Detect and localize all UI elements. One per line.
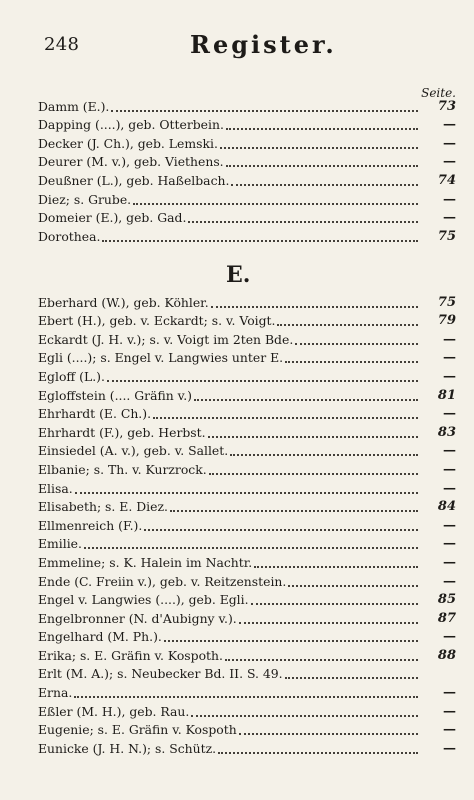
index-entry — [38, 609, 456, 628]
entry-name: Ende (C. Freiin v.), geb. v. Reitzenstein. — [38, 573, 287, 589]
index-entry — [38, 97, 456, 116]
index-entry — [38, 134, 456, 153]
index-entry — [38, 591, 456, 610]
entry-name: Ellmenreich (F.). — [38, 517, 143, 533]
entry-page-number: 85 — [437, 592, 456, 608]
section-heading-e: E. — [226, 262, 251, 288]
entries-list-d — [38, 97, 456, 246]
dot-leader — [211, 302, 418, 308]
entry-name: Damm (E.). — [38, 98, 110, 114]
entry-page-number: 83 — [437, 424, 456, 440]
dot-leader — [220, 143, 418, 149]
index-entry — [38, 405, 456, 424]
dot-leader — [153, 413, 418, 419]
entry-name: Engelbronner (N. d'Aubigny v.). — [38, 610, 237, 626]
entry-name: Deußner (L.), geb. Haßelbach. — [38, 172, 230, 188]
entry-page-number: — — [443, 554, 456, 570]
entries-list-e — [38, 293, 456, 758]
entry-page-number: — — [443, 740, 456, 756]
dot-leader — [133, 199, 418, 205]
dot-leader — [84, 543, 418, 549]
entry-name: Ehrhardt (F.), geb. Herbst. — [38, 424, 206, 440]
index-entry — [38, 721, 456, 740]
entry-name: Emmeline; s. K. Halein im Nachtr. — [38, 554, 253, 570]
entry-name: Egloffstein (.... Gräfin v.) — [38, 387, 192, 403]
entry-page-number: 75 — [437, 228, 456, 244]
dot-leader — [188, 217, 418, 223]
entry-page-number: — — [443, 443, 456, 459]
dot-leader — [194, 395, 418, 401]
entry-name: Eckardt (J. H. v.); s. v. Voigt im 2ten Bde. — [38, 331, 294, 347]
index-entry — [38, 190, 456, 209]
index-entry — [38, 209, 456, 228]
entry-page-number: 73 — [437, 98, 456, 114]
dot-leader — [285, 673, 418, 679]
entry-name: Engel v. Langwies (....), geb. Egli. — [38, 592, 249, 608]
entry-name: Eunicke (J. H. N.); s. Schütz. — [38, 740, 217, 756]
page-title: Register. — [190, 30, 337, 59]
dot-leader — [191, 711, 418, 717]
entry-page-number: — — [443, 461, 456, 477]
entry-page-number: — — [443, 368, 456, 384]
entry-name: Diez; s. Grube. — [38, 191, 132, 207]
index-entry — [38, 535, 456, 554]
entry-page-number: 74 — [437, 172, 456, 188]
entry-page-number: — — [443, 210, 456, 226]
entry-name: Einsiedel (A. v.), geb. v. Sallet. — [38, 443, 229, 459]
dot-leader — [75, 488, 418, 494]
entry-name: Ehrhardt (E. Ch.). — [38, 406, 152, 422]
page-column-label: Seite. — [421, 86, 456, 100]
index-entry — [38, 423, 456, 442]
index-entry — [38, 572, 456, 591]
dot-leader — [102, 236, 418, 242]
entry-name: Elisa. — [38, 480, 73, 496]
index-entry — [38, 171, 456, 190]
entry-page-number: — — [443, 191, 456, 207]
page-header — [0, 30, 474, 64]
entry-page-number: 87 — [437, 610, 456, 626]
dot-leader — [254, 562, 418, 568]
entry-page-number: — — [443, 350, 456, 366]
index-entry — [38, 153, 456, 172]
index-entry — [38, 665, 456, 684]
entry-name: Dorothea. — [38, 228, 101, 244]
index-entry — [38, 330, 456, 349]
entry-page-number: — — [443, 154, 456, 170]
index-entry — [38, 227, 456, 246]
entry-page-number: — — [443, 517, 456, 533]
entry-name: Erika; s. E. Gräfin v. Kospoth. — [38, 647, 223, 663]
dot-leader — [239, 618, 418, 624]
index-entry — [38, 739, 456, 758]
entry-name: Ebert (H.), geb. v. Eckardt; s. v. Voigt. — [38, 313, 276, 329]
entry-name: Eugenie; s. E. Gräfin v. Kospoth — [38, 722, 237, 738]
dot-leader — [164, 636, 418, 642]
entry-page-number: — — [443, 331, 456, 347]
entry-page-number: 79 — [437, 313, 456, 329]
entry-name: Egli (....); s. Engel v. Langwies unter E. — [38, 350, 284, 366]
dot-leader — [295, 339, 418, 345]
entry-page-number: — — [443, 685, 456, 701]
dot-leader — [226, 161, 418, 167]
entry-page-number: — — [443, 480, 456, 496]
entry-name: Erna. — [38, 685, 73, 701]
dot-leader — [208, 432, 418, 438]
entry-page-number: — — [443, 117, 456, 133]
entry-name: Domeier (E.), geb. Gad. — [38, 210, 187, 226]
dot-leader — [218, 748, 418, 754]
dot-leader — [285, 357, 418, 363]
index-entry — [38, 116, 456, 135]
dot-leader — [170, 506, 418, 512]
entry-page-number: 81 — [437, 387, 456, 403]
index-entry — [38, 628, 456, 647]
entry-name: Egloff (L.). — [38, 368, 105, 384]
entry-name: Eßler (M. H.), geb. Rau. — [38, 703, 190, 719]
page-number: 248 — [44, 34, 80, 55]
dot-leader — [239, 729, 418, 735]
entry-page-number: — — [443, 406, 456, 422]
dot-leader — [230, 450, 418, 456]
index-entry — [38, 293, 456, 312]
index-entry — [38, 516, 456, 535]
entry-name: Eberhard (W.), geb. Köhler. — [38, 294, 209, 310]
dot-leader — [226, 124, 418, 130]
entry-page-number: — — [443, 135, 456, 151]
entry-page-number: — — [443, 629, 456, 645]
index-entry — [38, 442, 456, 461]
dot-leader — [277, 320, 418, 326]
index-entry — [38, 702, 456, 721]
entry-name: Decker (J. Ch.), geb. Lemski. — [38, 135, 218, 151]
entry-name: Emilie. — [38, 536, 82, 552]
index-entry — [38, 553, 456, 572]
dot-leader — [111, 106, 418, 112]
dot-leader — [251, 599, 418, 605]
dot-leader — [288, 581, 418, 587]
entry-name: Deurer (M. v.), geb. Viethens. — [38, 154, 224, 170]
dot-leader — [107, 376, 418, 382]
entry-name: Engelhard (M. Ph.). — [38, 629, 162, 645]
entry-page-number: 88 — [437, 647, 456, 663]
index-entry — [38, 312, 456, 331]
index-entry — [38, 349, 456, 368]
index-entry — [38, 386, 456, 405]
entry-name: Elisabeth; s. E. Diez. — [38, 499, 168, 515]
dot-leader — [144, 525, 418, 531]
entry-page-number: — — [443, 573, 456, 589]
index-entry — [38, 683, 456, 702]
dot-leader — [231, 180, 418, 186]
entry-name: Erlt (M. A.); s. Neubecker Bd. II. S. 49. — [38, 666, 283, 682]
entry-page-number: — — [443, 722, 456, 738]
index-entry — [38, 498, 456, 517]
entry-page-number: — — [443, 536, 456, 552]
entry-page-number: — — [443, 703, 456, 719]
index-entry — [38, 367, 456, 386]
entry-name: Elbanie; s. Th. v. Kurzrock. — [38, 461, 207, 477]
entry-page-number: 84 — [437, 499, 456, 515]
index-entry — [38, 460, 456, 479]
index-entry — [38, 479, 456, 498]
dot-leader — [74, 692, 418, 698]
dot-leader — [209, 469, 418, 475]
entry-page-number: 75 — [437, 294, 456, 310]
dot-leader — [225, 655, 418, 661]
entry-name: Dapping (....), geb. Otterbein. — [38, 117, 224, 133]
index-entry — [38, 646, 456, 665]
